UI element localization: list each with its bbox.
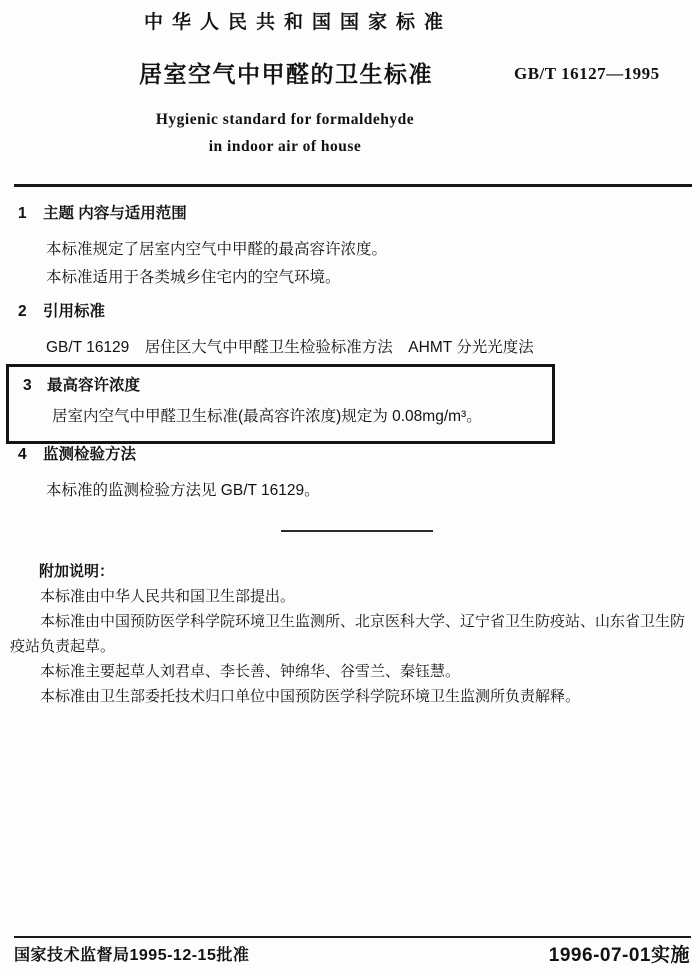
paragraph: 本标准的监测检验方法见 GB/T 16129。 <box>46 482 320 499</box>
footer-divider-rule <box>14 936 691 938</box>
clause-title: 监测检验方法 <box>43 446 137 463</box>
clause-number: 4 <box>18 446 27 463</box>
document-title-en-line2: in indoor air of house <box>208 138 362 155</box>
clause-title: 主题 内容与适用范围 <box>43 205 187 222</box>
referenced-standard: GB/T 16129 居住区大气中甲醛卫生检验标准方法 AHMT 分光光度法 <box>46 339 534 356</box>
paragraph: 本标准规定了居室内空气中甲醛的最高容许浓度。 <box>46 241 388 258</box>
standard-type-heading: 中华人民共和国国家标准 <box>144 12 453 33</box>
section-end-rule <box>281 530 433 532</box>
clause-number: 3 <box>23 377 32 394</box>
note-drafters: 本标准主要起草人刘君卓、李长善、钟绵华、谷雪兰、秦钰慧。 <box>40 663 461 680</box>
clause-1 <box>0 203 662 291</box>
clause-title: 最高容许浓度 <box>47 377 141 394</box>
clause-3-boxed <box>6 364 555 444</box>
clause-4 <box>0 444 662 505</box>
clause-2-heading <box>0 301 662 323</box>
header-divider-rule <box>14 184 692 187</box>
note-drafted-by: 本标准由中国预防医学科学院环境卫生监测所、北京医科大学、辽宁省卫生防疫站、山东省卫生防疫站负责起草。 <box>10 613 686 655</box>
standard-number: GB/T 16127—1995 <box>514 64 660 83</box>
approval-notice: 国家技术监督局1995-12-15批准 <box>14 947 250 964</box>
clause-number: 2 <box>18 303 27 320</box>
clause-4-heading <box>0 444 662 466</box>
additional-notes-heading: 附加说明： <box>39 563 115 580</box>
clause-2 <box>0 301 662 362</box>
clause-number: 1 <box>18 205 27 222</box>
note-proposed-by: 本标准由中华人民共和国卫生部提出。 <box>40 588 296 605</box>
note-interpretation: 本标准由卫生部委托技术归口单位中国预防医学科学院环境卫生监测所负责解释。 <box>40 688 581 705</box>
clause-1-heading <box>0 203 662 225</box>
clause-title: 引用标准 <box>43 303 106 320</box>
clause-3-heading <box>9 375 552 397</box>
document-title-en-line1: Hygienic standard for formaldehyde <box>155 111 415 128</box>
implementation-date: 1996-07-01实施 <box>548 945 690 966</box>
document-title-cn: 居室空气中甲醛的卫生标准 <box>139 61 433 87</box>
document-title-en <box>113 106 457 160</box>
paragraph: 本标准适用于各类城乡住宅内的空气环境。 <box>46 268 341 286</box>
additional-notes <box>10 559 694 709</box>
max-allowable-concentration: 居室内空气中甲醛卫生标准(最高容许浓度)规定为 0.08mg/m³。 <box>52 408 482 425</box>
